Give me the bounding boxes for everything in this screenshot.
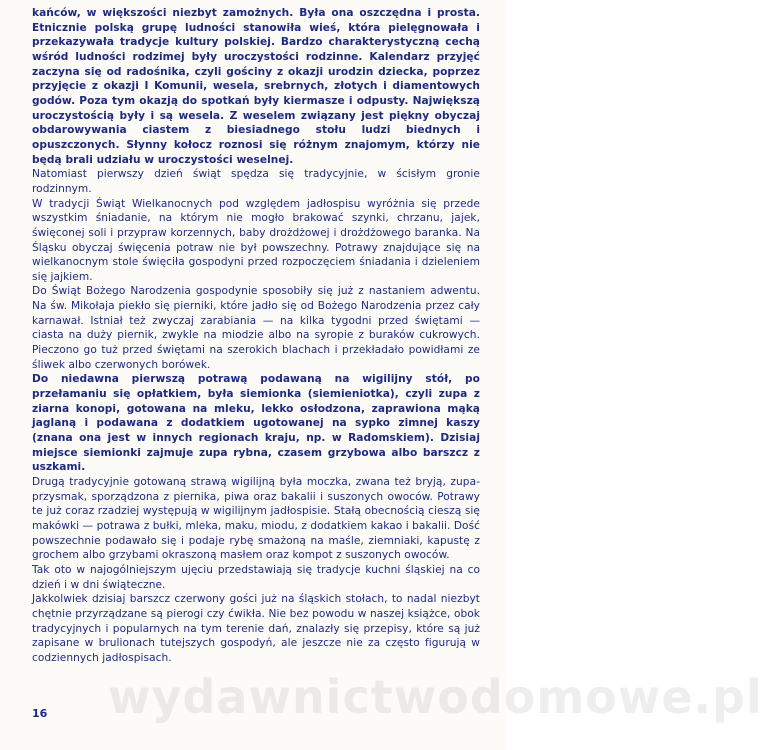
paragraph-1: kańców, w większości niezbyt zamożnych. Była ona oszczędna i prosta. Etnicznie polską grupę ludności stanowiła wieś, która pielęgnowała i przekazywała tradycje kultury polskiej. Bardzo charakterystyczną cechą wśród ludności rodzimej były uroczystości rodzinne. Kalendarz przyjęć zaczyna się od radośnika, czyli gościny z okazji urodzin dziecka, poprzez przyjęcie z okazji I Komunii, wesela, srebrnych, złotych i diamentowych godów. Poza tym okazją do spotkań były kiermasze i odpusty. Największą uroczystością były i są wesela. Z weselem związany jest piękny obyczaj obdarowywania ciastem z biesiadnego stołu ludzi biednych i opuszczonych. Słynny kołocz roznosi się różnym znajomym, którzy nie będą brali udziału w uroczystości weselnej. <box>32 7 480 166</box>
paragraph-7: Tak oto w najogólniejszym ujęciu przedstawiają się tradycje kuchni śląskiej na co dzień i w dni świąteczne. <box>32 563 480 591</box>
paragraph-3: W tradycji Świąt Wielkanocnych pod względem jadłospisu wyróżnia się przede wszystkim śniadanie, na którym nie mogło brakować szynki, chrzanu, jajek, święconej soli i przypraw korzennych, baby drożdżowej i drożdżowego baranka. Na Śląsku obyczaj święcenia potraw nie był powszechny. Potrawy znajdujące się na wielkanocnym stole święciła gospodyni przed rozpoczęciem śniadania i dzieleniem się jajkiem. <box>32 197 480 283</box>
paragraph-5: Do niedawna pierwszą potrawą podawaną na wigilijny stół, po przełamaniu się opłatkiem, była siemionka (siemieniotka), czyli zupa z ziarna konopi, gotowana na mleku, lekko osłodzona, zaprawiona mąką jaglaną i podawana z dodatkiem ugotowanej na sypko zimnej kaszy (znana ona jest w innych regionach kraju, np. w Radomskiem). Dzisiaj miejsce siemionki zajmuje zupa rybna, czasem grzybowa albo barszcz z uszkami. <box>32 373 480 474</box>
page-number: 16 <box>32 707 48 720</box>
paragraph-4: Do Świąt Bożego Narodzenia gospodynie sposobiły się już z nastaniem adwentu. Na św. Mikołaja piekło się pierniki, które jadło się od Bożego Narodzenia przez cały karnawał. Istniał też zwyczaj zarabiania — na kilka tygodni przed świętami — ciasta na duży piernik, zwykle na miodzie albo na syropie z buraków cukrowych. Pieczono go tuż przed świętami na szerokich blachach i przekładało powidłami ze śliwek albo czerwonych borówek. <box>32 285 480 371</box>
text-column <box>32 6 480 666</box>
paragraph-6: Drugą tradycyjnie gotowaną strawą wigilijną była moczka, zwana też bryją, zupa-przysmak, sporządzona z piernika, piwa oraz bakalii i suszonych owoców. Potrawy te już coraz rzadziej występują w wigilijnym jadłospisie. Stałą obecnością cieszą się makówki — potrawa z bułki, mleka, maku, miodu, z dodatkiem kakao i bakalii. Dość powszechnie podawało się i podaje rybę smażoną na maśle, ziemniaki, kapustę z grochem albo grzybami okraszoną masłem oraz kompot z suszonych owoców. <box>32 476 481 562</box>
paragraph-8: Jakkolwiek dzisiaj barszcz czerwony gości już na śląskich stołach, to nadal niezbyt chętnie przyrządzane są pierogi czy ćwikła. Nie bez powodu w naszej książce, obok tradycyjnych i popularnych na tym terenie dań, znalazły się przepisy, które są już zapisane w brulionach tutejszych gospodyń, ale jeszcze nie za często figurują w codziennych jadłospisach. <box>32 593 480 664</box>
paragraph-2: Natomiast pierwszy dzień świąt spędza się tradycyjnie, w ścisłym gronie rodzinnym. <box>32 168 480 195</box>
watermark-text: wydawnictwodomowe.pl <box>108 670 763 724</box>
